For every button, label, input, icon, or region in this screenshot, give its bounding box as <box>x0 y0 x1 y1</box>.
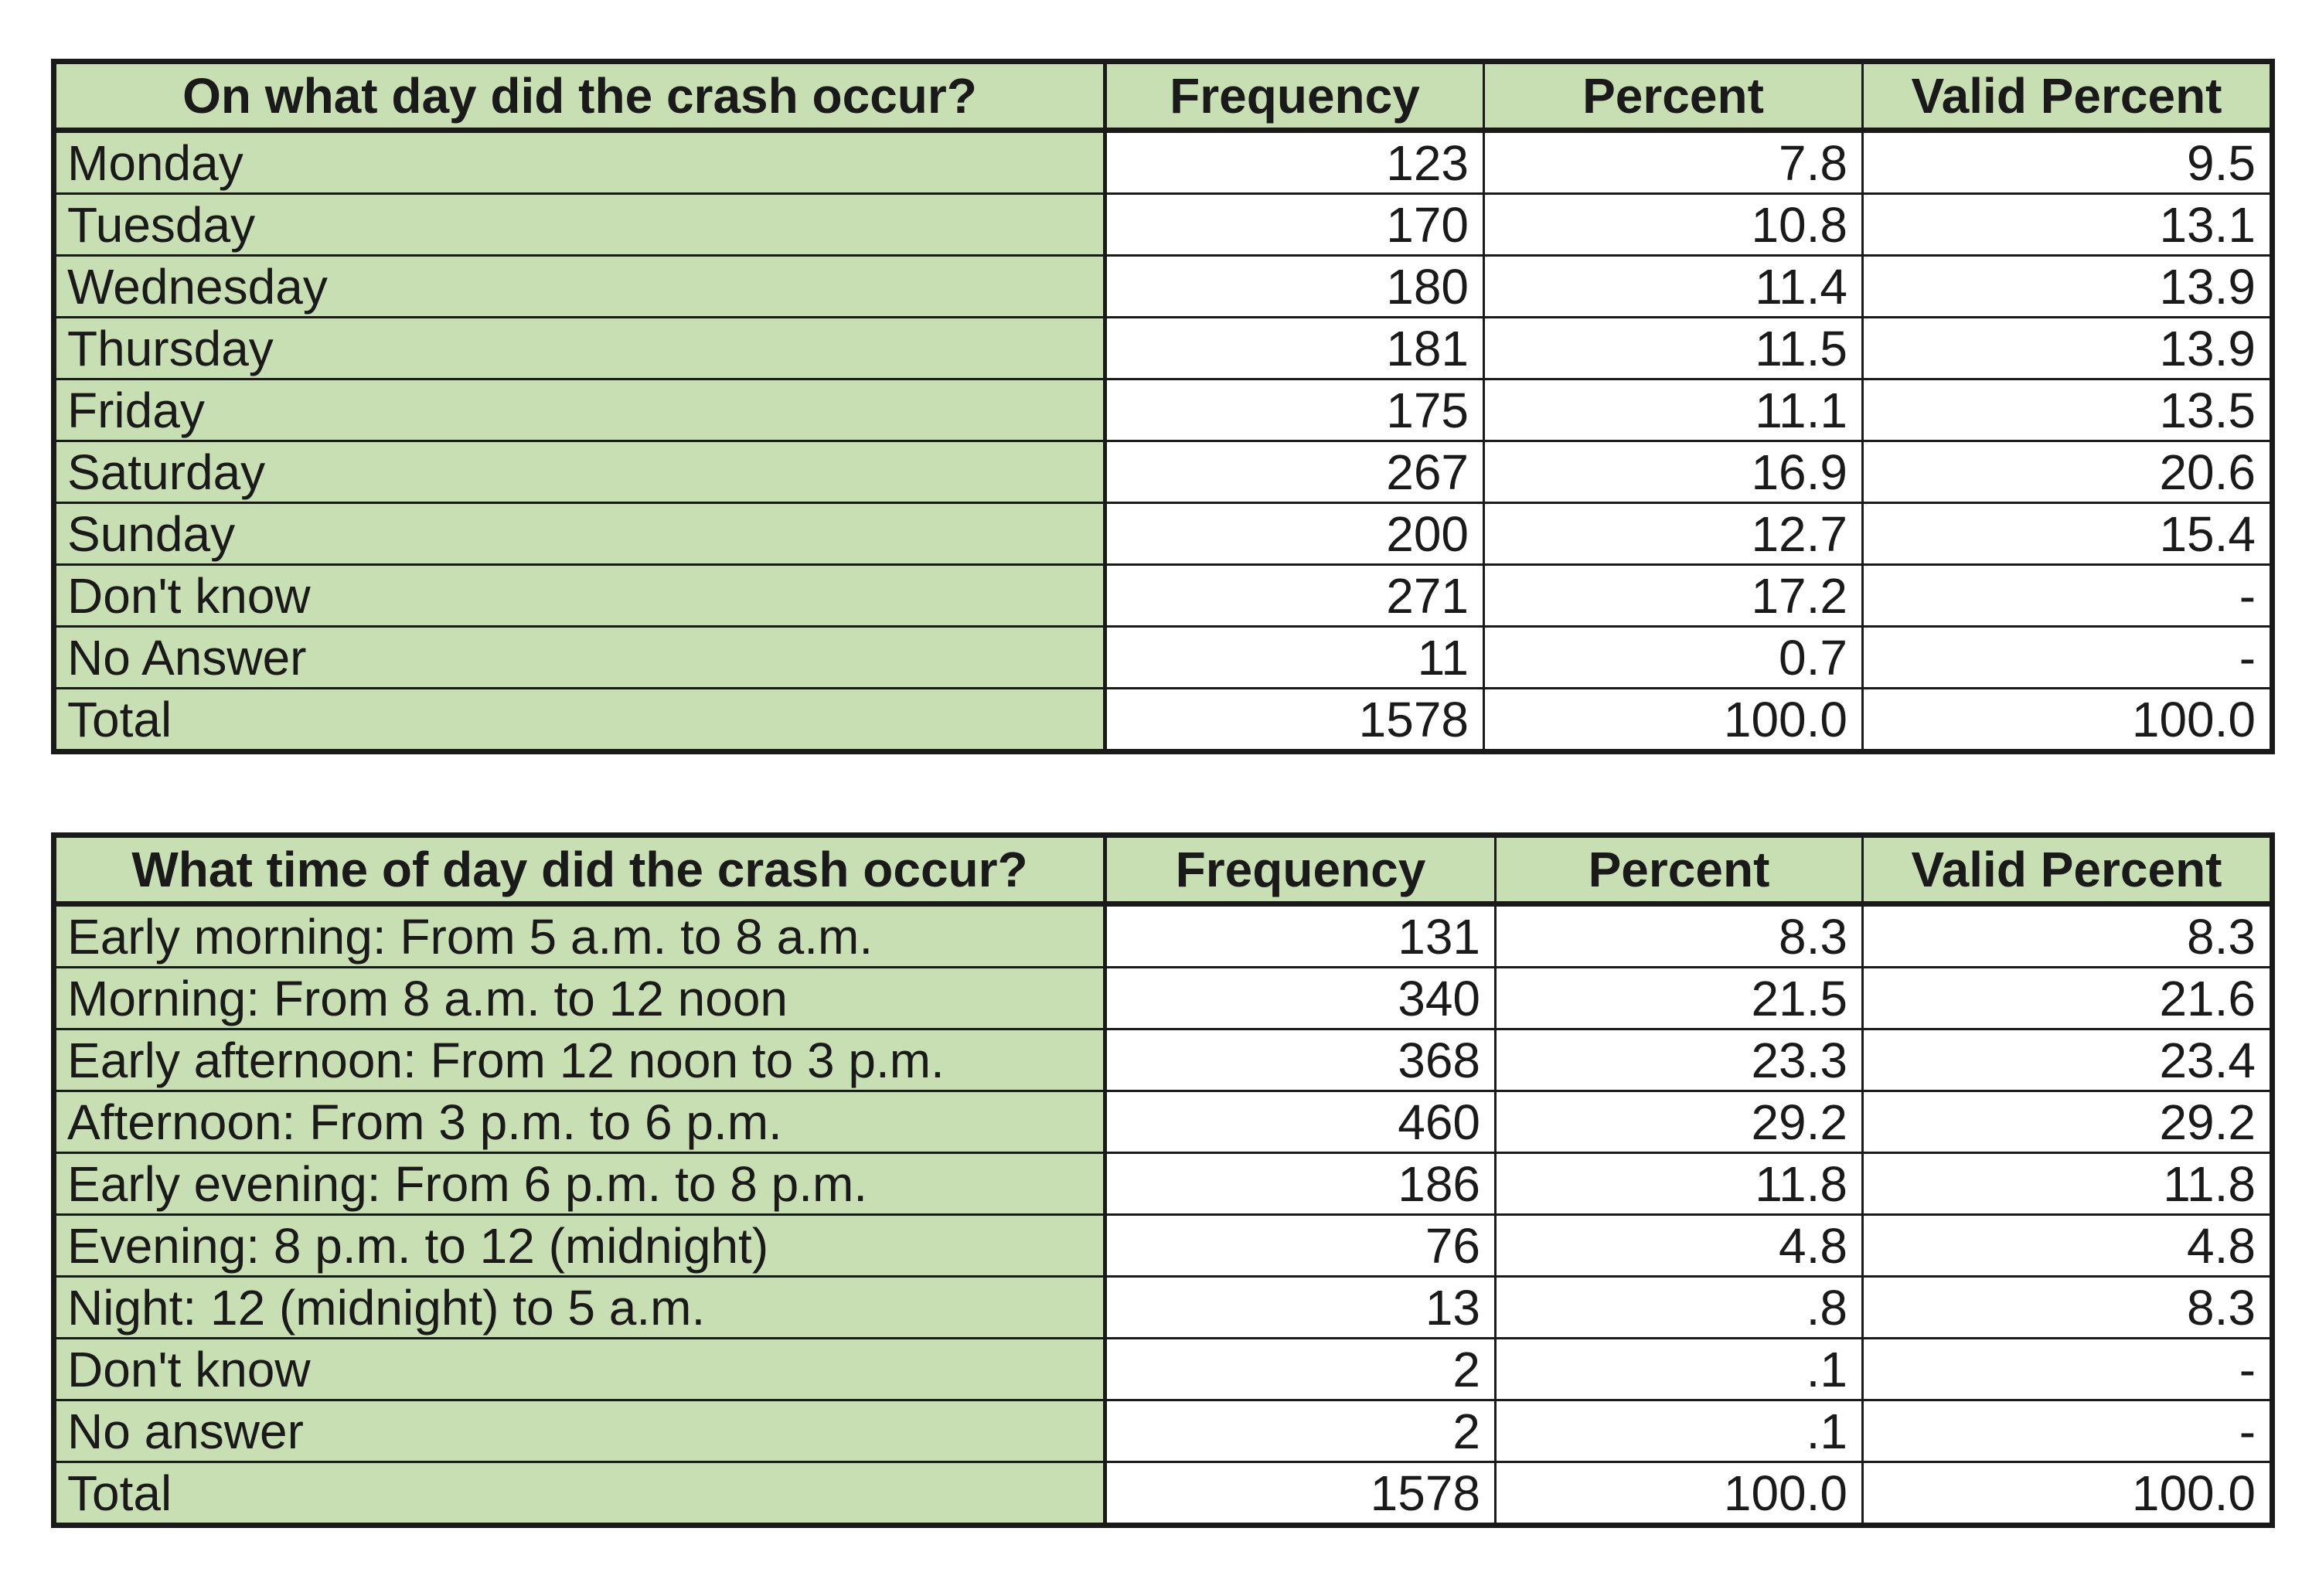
table-row <box>54 1277 2273 1339</box>
valid-percent-cell: 8.3 <box>1863 904 2273 968</box>
valid-percent-cell: 9.5 <box>1863 131 2273 194</box>
valid-percent-cell: 11.8 <box>1863 1153 2273 1215</box>
percent-cell: 4.8 <box>1496 1215 1863 1277</box>
percent-cell: 11.4 <box>1484 256 1863 318</box>
percent-cell: .1 <box>1496 1400 1863 1462</box>
percent-cell: 10.8 <box>1484 194 1863 256</box>
frequency-cell: 460 <box>1105 1091 1496 1153</box>
frequency-header: Frequency <box>1105 62 1484 131</box>
row-label: Early evening: From 6 p.m. to 8 p.m. <box>54 1153 1105 1215</box>
valid-percent-cell: 13.9 <box>1863 256 2273 318</box>
table-row <box>54 379 2273 441</box>
row-label: No Answer <box>54 627 1105 689</box>
table-row <box>54 194 2273 256</box>
table-row <box>54 256 2273 318</box>
percent-header: Percent <box>1484 62 1863 131</box>
frequency-cell: 123 <box>1105 131 1484 194</box>
valid-percent-cell: 20.6 <box>1863 441 2273 503</box>
percent-cell: .1 <box>1496 1339 1863 1400</box>
percent-cell: 11.8 <box>1496 1153 1863 1215</box>
table-row <box>54 1339 2273 1400</box>
valid-percent-cell: - <box>1863 1339 2273 1400</box>
frequency-cell: 13 <box>1105 1277 1496 1339</box>
table-header-row <box>54 835 2273 904</box>
frequency-cell: 11 <box>1105 627 1484 689</box>
percent-cell: 12.7 <box>1484 503 1863 565</box>
valid-percent-cell: - <box>1863 627 2273 689</box>
row-label: Evening: 8 p.m. to 12 (midnight) <box>54 1215 1105 1277</box>
percent-cell: 29.2 <box>1496 1091 1863 1153</box>
valid-percent-cell: 13.9 <box>1863 318 2273 379</box>
table-row <box>54 1153 2273 1215</box>
row-label: No answer <box>54 1400 1105 1462</box>
table-row <box>54 904 2273 968</box>
question-header: On what day did the crash occur? <box>54 62 1105 131</box>
percent-cell: 100.0 <box>1484 689 1863 752</box>
frequency-cell: 186 <box>1105 1153 1496 1215</box>
frequency-cell: 271 <box>1105 565 1484 627</box>
frequency-cell: 267 <box>1105 441 1484 503</box>
row-label: Sunday <box>54 503 1105 565</box>
valid-percent-cell: 13.1 <box>1863 194 2273 256</box>
percent-cell: 11.1 <box>1484 379 1863 441</box>
frequency-cell: 170 <box>1105 194 1484 256</box>
row-label: Don't know <box>54 1339 1105 1400</box>
row-label: Friday <box>54 379 1105 441</box>
valid-percent-cell: 29.2 <box>1863 1091 2273 1153</box>
table-header-row <box>54 62 2273 131</box>
percent-cell: 7.8 <box>1484 131 1863 194</box>
table-row <box>54 1091 2273 1153</box>
row-label: Monday <box>54 131 1105 194</box>
percent-cell: .8 <box>1496 1277 1863 1339</box>
percent-cell: 21.5 <box>1496 968 1863 1029</box>
frequency-cell: 368 <box>1105 1029 1496 1091</box>
valid-percent-cell: 100.0 <box>1863 1462 2273 1526</box>
crash-time-table <box>51 832 2275 1528</box>
frequency-cell: 340 <box>1105 968 1496 1029</box>
table-row <box>54 441 2273 503</box>
valid-percent-cell: - <box>1863 565 2273 627</box>
valid-percent-cell: 4.8 <box>1863 1215 2273 1277</box>
table-row <box>54 968 2273 1029</box>
frequency-cell: 2 <box>1105 1400 1496 1462</box>
question-header: What time of day did the crash occur? <box>54 835 1105 904</box>
table-row <box>54 1029 2273 1091</box>
row-label: Early afternoon: From 12 noon to 3 p.m. <box>54 1029 1105 1091</box>
percent-cell: 0.7 <box>1484 627 1863 689</box>
row-label: Saturday <box>54 441 1105 503</box>
percent-header: Percent <box>1496 835 1863 904</box>
table-row <box>54 1462 2273 1526</box>
frequency-cell: 181 <box>1105 318 1484 379</box>
frequency-cell: 200 <box>1105 503 1484 565</box>
valid-percent-cell: 13.5 <box>1863 379 2273 441</box>
percent-cell: 16.9 <box>1484 441 1863 503</box>
frequency-cell: 1578 <box>1105 689 1484 752</box>
valid-percent-header: Valid Percent <box>1863 835 2273 904</box>
percent-cell: 11.5 <box>1484 318 1863 379</box>
row-label: Total <box>54 1462 1105 1526</box>
row-label: Tuesday <box>54 194 1105 256</box>
frequency-cell: 180 <box>1105 256 1484 318</box>
percent-cell: 8.3 <box>1496 904 1863 968</box>
crash-day-table <box>51 59 2275 754</box>
frequency-cell: 175 <box>1105 379 1484 441</box>
table-row <box>54 503 2273 565</box>
table-row <box>54 689 2273 752</box>
percent-cell: 100.0 <box>1496 1462 1863 1526</box>
valid-percent-header: Valid Percent <box>1863 62 2273 131</box>
row-label: Night: 12 (midnight) to 5 a.m. <box>54 1277 1105 1339</box>
valid-percent-cell: 100.0 <box>1863 689 2273 752</box>
valid-percent-cell: 8.3 <box>1863 1277 2273 1339</box>
row-label: Early morning: From 5 a.m. to 8 a.m. <box>54 904 1105 968</box>
frequency-cell: 76 <box>1105 1215 1496 1277</box>
valid-percent-cell: 15.4 <box>1863 503 2273 565</box>
table-row <box>54 565 2273 627</box>
frequency-cell: 131 <box>1105 904 1496 968</box>
frequency-cell: 2 <box>1105 1339 1496 1400</box>
table-row <box>54 627 2273 689</box>
table-row <box>54 1400 2273 1462</box>
frequency-header: Frequency <box>1105 835 1496 904</box>
valid-percent-cell: 21.6 <box>1863 968 2273 1029</box>
percent-cell: 17.2 <box>1484 565 1863 627</box>
row-label: Don't know <box>54 565 1105 627</box>
row-label: Morning: From 8 a.m. to 12 noon <box>54 968 1105 1029</box>
row-label: Afternoon: From 3 p.m. to 6 p.m. <box>54 1091 1105 1153</box>
row-label: Total <box>54 689 1105 752</box>
row-label: Wednesday <box>54 256 1105 318</box>
table-row <box>54 1215 2273 1277</box>
valid-percent-cell: - <box>1863 1400 2273 1462</box>
table-row <box>54 131 2273 194</box>
valid-percent-cell: 23.4 <box>1863 1029 2273 1091</box>
frequency-cell: 1578 <box>1105 1462 1496 1526</box>
row-label: Thursday <box>54 318 1105 379</box>
percent-cell: 23.3 <box>1496 1029 1863 1091</box>
table-row <box>54 318 2273 379</box>
